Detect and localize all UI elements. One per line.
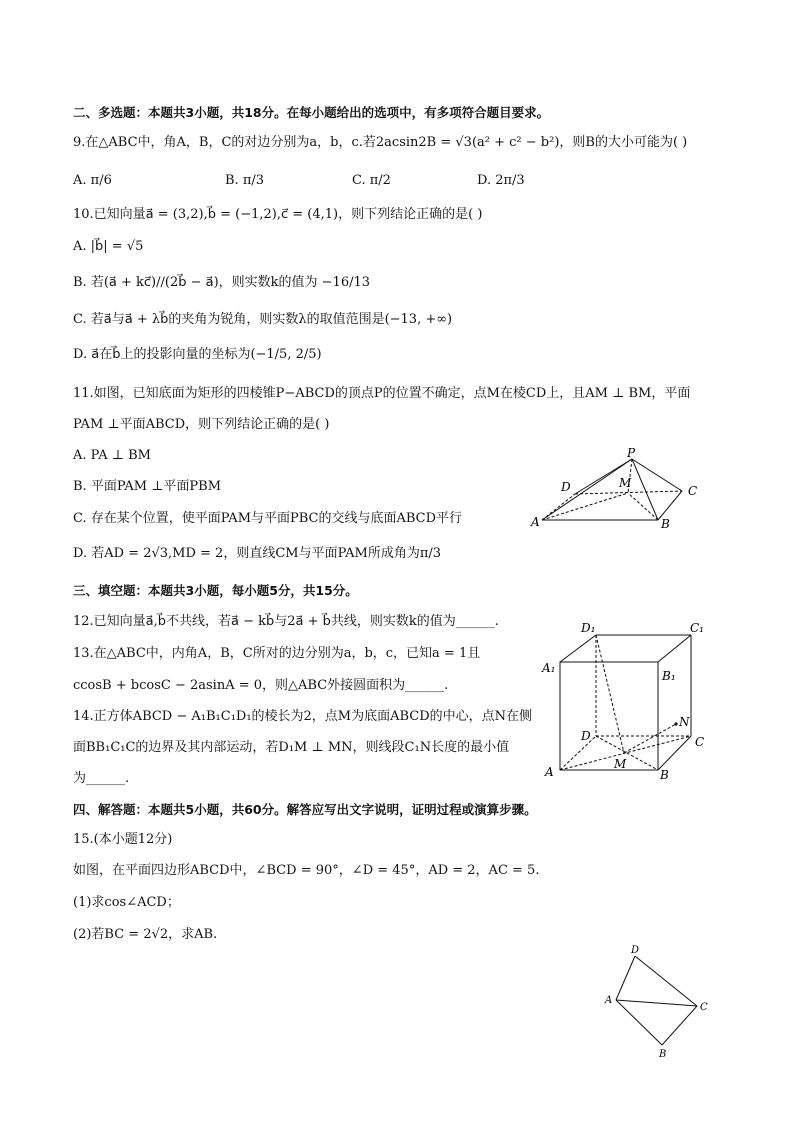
- question-11-option-d: D. 若AD = 2√3,MD = 2，则直线CM与平面PAM所成角为π/3: [73, 546, 442, 561]
- question-9-option-c: C. π/2: [352, 173, 391, 188]
- question-11-option-a: A. PA ⊥ BM: [73, 448, 151, 463]
- cube-label-a: A: [545, 765, 554, 779]
- quad-label-a: A: [605, 995, 613, 1006]
- cube-label-d1: D₁: [581, 621, 596, 635]
- cube-label-n: N: [679, 715, 690, 729]
- question-15-part-2: (2)若BC = 2√2，求AB.: [73, 927, 218, 942]
- question-11-option-c: C. 存在某个位置，使平面PAM与平面PBC的交线与底面ABCD平行: [73, 511, 463, 526]
- cube-label-b: B: [660, 768, 669, 782]
- cube-label-d: D: [581, 729, 591, 743]
- question-10-stem: 10.已知向量a⃗ = (3,2),b⃗ = (−1,2),c⃗ = (4,1)，则下列结论正确的是( ): [73, 207, 483, 222]
- section-heading-fill-in: 三、填空题：本题共3小题，每小题5分，共15分。: [73, 583, 358, 598]
- cube-label-c: C: [695, 735, 705, 749]
- cube-label-b1: B₁: [662, 669, 676, 683]
- pyramid-figure: [528, 442, 718, 534]
- question-15-header: 15.(本小题12分): [73, 832, 173, 847]
- section-heading-multiple-choice: 二、多选题：本题共3小题，共18分。在每小题给出的选项中，有多项符合题目要求。: [73, 105, 550, 120]
- question-9-stem: 9.在△ABC中，角A，B，C的对边分别为a，b，c.若2acsin2B = √3(a² + c² − b²)，则B的大小可能为( ): [73, 135, 688, 150]
- quad-label-b: B: [659, 1049, 667, 1060]
- pyramid-label-c: C: [688, 484, 698, 498]
- question-15-stem: 如图，在平面四边形ABCD中，∠BCD = 90°，∠D = 45°，AD = 2，AC = 5.: [73, 863, 540, 878]
- question-14-line-1: 14.正方体ABCD − A₁B₁C₁D₁的棱长为2，点M为底面ABCD的中心，点N在侧: [73, 709, 533, 724]
- question-14-line-2: 面BB₁C₁C的边界及其内部运动，若D₁M ⊥ MN，则线段C₁N长度的最小值: [73, 740, 510, 755]
- quad-label-c: C: [700, 1002, 708, 1013]
- pyramid-label-m: M: [619, 476, 632, 490]
- quadrilateral-figure: [596, 942, 716, 1062]
- question-9-option-a: A. π/6: [73, 173, 112, 188]
- question-10-option-d: D. a⃗在b⃗上的投影向量的坐标为(−1/5, 2/5): [73, 347, 322, 362]
- cube-label-c1: C₁: [690, 621, 704, 635]
- pyramid-label-a: A: [531, 515, 540, 529]
- pyramid-label-d: D: [561, 480, 571, 494]
- question-12-stem: 12.已知向量a⃗,b⃗不共线，若a⃗ − kb⃗与2a⃗ + b⃗共线，则实数k的值为______.: [73, 614, 499, 629]
- question-10-option-a: A. |b⃗| = √5: [73, 239, 144, 254]
- section-heading-solutions: 四、解答题：本题共5小题，共60分。解答应写出文字说明，证明过程或演算步骤。: [73, 802, 537, 817]
- question-11-option-b: B. 平面PAM ⊥平面PBM: [73, 479, 222, 494]
- question-11-stem-line-2: PAM ⊥平面ABCD，则下列结论正确的是( ): [73, 417, 330, 432]
- cube-label-m: M: [614, 757, 627, 771]
- question-9-option-b: B. π/3: [225, 173, 265, 188]
- question-14-line-3: 为______.: [73, 771, 130, 786]
- pyramid-label-p: P: [627, 446, 636, 460]
- cube-label-a1: A₁: [542, 661, 556, 675]
- question-10-option-b: B. 若(a⃗ + kc⃗)//(2b⃗ − a⃗)，则实数k的值为 −16/13: [73, 275, 371, 290]
- cube-figure: [538, 618, 718, 784]
- question-9-option-d: D. 2π/3: [477, 173, 525, 188]
- question-11-stem-line-1: 11.如图，已知底面为矩形的四棱锥P−ABCD的顶点P的位置不确定，点M在棱CD上，且AM ⊥ BM，平面: [73, 386, 691, 401]
- question-15-part-1: (1)求cos∠ACD；: [73, 895, 180, 910]
- pyramid-label-b: B: [661, 517, 670, 531]
- question-13-line-1: 13.在△ABC中，内角A，B，C所对的边分别为a，b，c，已知a = 1且: [73, 646, 481, 661]
- question-13-line-2: ccosB + bcosC − 2asinA = 0，则△ABC外接圆面积为______.: [73, 678, 449, 693]
- question-10-option-c: C. 若a⃗与a⃗ + λb⃗的夹角为锐角，则实数λ的取值范围是(−13, +∞): [73, 312, 453, 327]
- quad-label-d: D: [631, 945, 640, 956]
